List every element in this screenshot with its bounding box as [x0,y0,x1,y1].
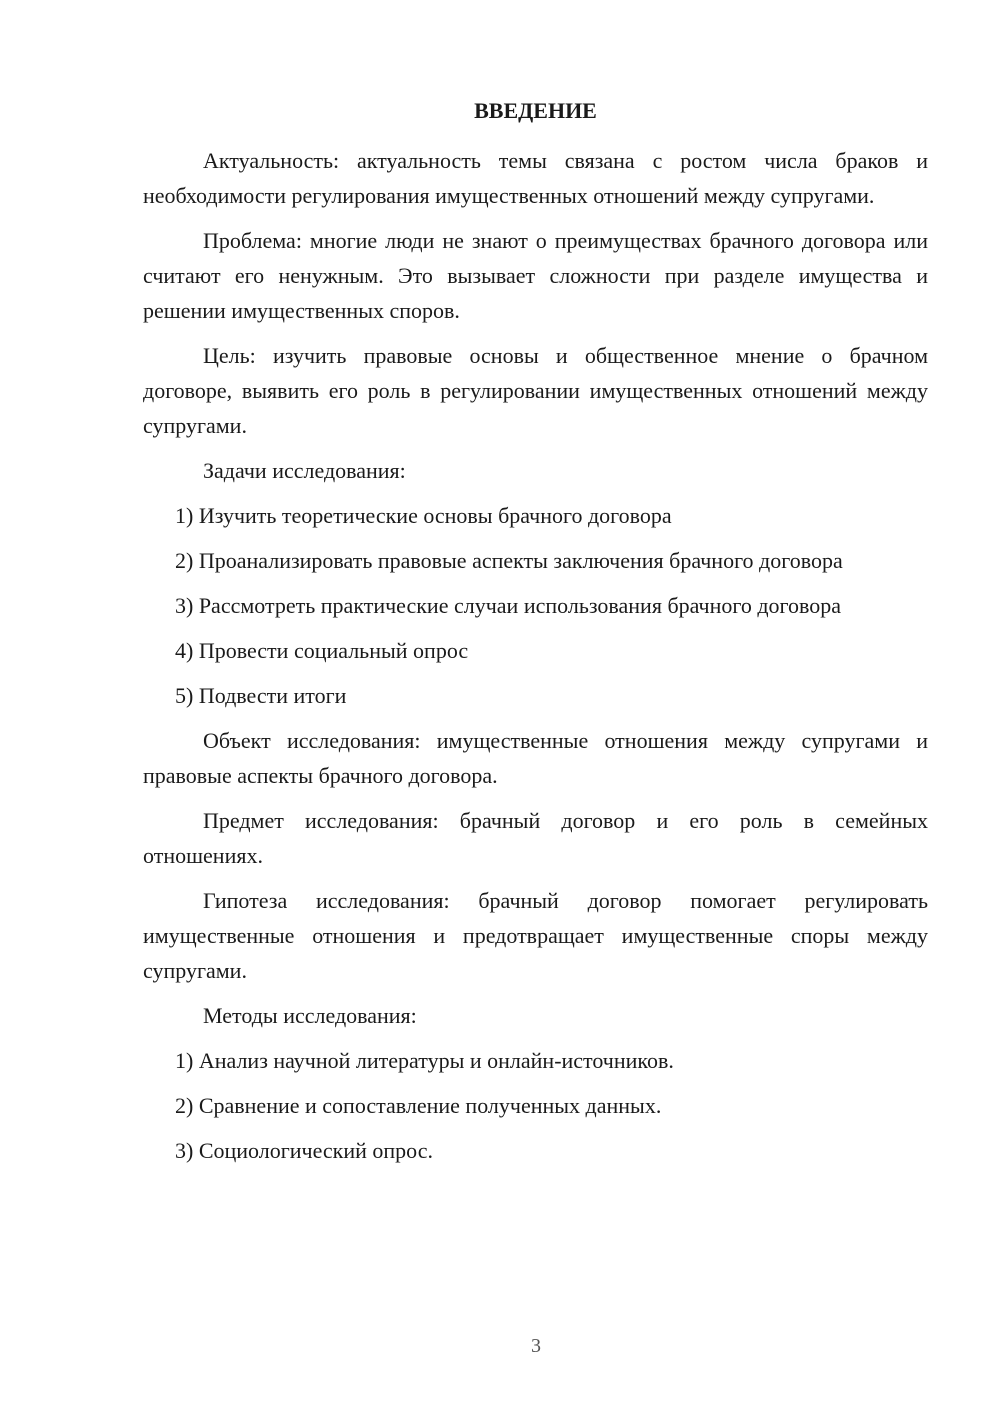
task-item: 2) Проанализировать правовые аспекты заключения брачного договора [175,548,843,573]
method-item: 3) Социологический опрос. [175,1138,433,1163]
task-item: 5) Подвести итоги [175,683,347,708]
document-body [143,143,928,1178]
task-item: 4) Провести социальный опрос [175,638,469,663]
paragraph-object: Объект исследования: имущественные отношения между супругами и правовые аспекты брачного договора. [143,728,928,788]
page-title: ВВЕДЕНИЕ [474,98,597,123]
page-number: 3 [531,1335,541,1357]
method-item: 2) Сравнение и сопоставление полученных данных. [175,1093,662,1118]
tasks-heading: Задачи исследования: [203,458,406,483]
paragraph-relevance: Актуальность: актуальность темы связана с ростом числа браков и необходимости регулирования имущественных отношений между супругами. [143,148,928,208]
methods-heading: Методы исследования: [203,1003,417,1028]
paragraph-subject: Предмет исследования: брачный договор и его роль в семейных отношениях. [143,808,928,868]
paragraph-hypothesis: Гипотеза исследования: брачный договор помогает регулировать имущественные отношения и предотвращает имущественные споры между супругами. [143,888,928,983]
paragraph-problem: Проблема: многие люди не знают о преимуществах брачного договора или считают его ненужным. Это вызывает сложности при разделе имущества и решении имущественных споров. [143,228,928,323]
method-item: 1) Анализ научной литературы и онлайн-источников. [175,1048,674,1073]
task-item: 3) Рассмотреть практические случаи использования брачного договора [175,593,842,618]
task-item: 1) Изучить теоретические основы брачного договора [175,503,672,528]
paragraph-goal: Цель: изучить правовые основы и общественное мнение о брачном договоре, выявить его роль в регулировании имущественных отношений между супругами. [143,343,928,438]
